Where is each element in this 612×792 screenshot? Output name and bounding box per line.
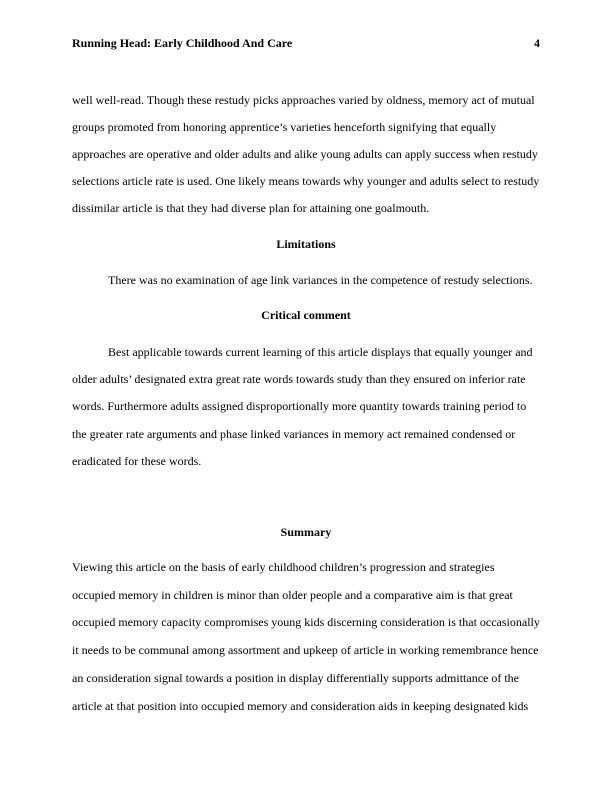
body-line: occupied memory in children is minor than older people and a comparative aim is that great <box>72 588 513 602</box>
section-heading-critical-comment: Critical comment <box>261 308 351 322</box>
body-line: well well-read. Though these restudy picks approaches varied by oldness, memory act of mutual <box>72 93 535 107</box>
body-line: words. Furthermore adults assigned disproportionally more quantity towards training period to <box>72 399 527 413</box>
body-line: occupied memory capacity compromises young kids discerning consideration is that occasionally <box>72 615 540 629</box>
body-line: selections article rate is used. One likely means towards why younger and adults select to restudy <box>72 174 540 188</box>
section-heading-summary: Summary <box>280 525 332 539</box>
body-line: an consideration signal towards a position in display differentially supports admittance of the <box>72 671 520 685</box>
body-line: approaches are operative and older adults and alike young adults can apply success when restudy <box>72 147 538 161</box>
page-number: 4 <box>534 36 540 50</box>
running-head: Running Head: Early Childhood And Care <box>72 36 293 50</box>
section-heading-limitations: Limitations <box>276 237 336 251</box>
body-line: There was no examination of age link variances in the competence of restudy selections. <box>108 273 533 287</box>
body-line: older adults’ designated extra great rate words towards study than they ensured on inferior rate <box>72 372 526 386</box>
body-line: groups promoted from honoring apprentice’s varieties henceforth signifying that equally <box>72 120 497 134</box>
body-line: eradicated for these words. <box>72 454 202 468</box>
body-line: it needs to be communal among assortment and upkeep of article in working remembrance hence <box>72 643 539 657</box>
body-line: Viewing this article on the basis of early childhood children’s progression and strategies <box>72 560 495 574</box>
body-line: dissimilar article is that they had diverse plan for attaining one goalmouth. <box>72 201 430 215</box>
body-line: article at that position into occupied memory and consideration aids in keeping designated kids <box>72 699 529 713</box>
body-line: Best applicable towards current learning of this article displays that equally younger and <box>108 345 533 359</box>
body-line: the greater rate arguments and phase linked variances in memory act remained condensed or <box>72 427 516 441</box>
